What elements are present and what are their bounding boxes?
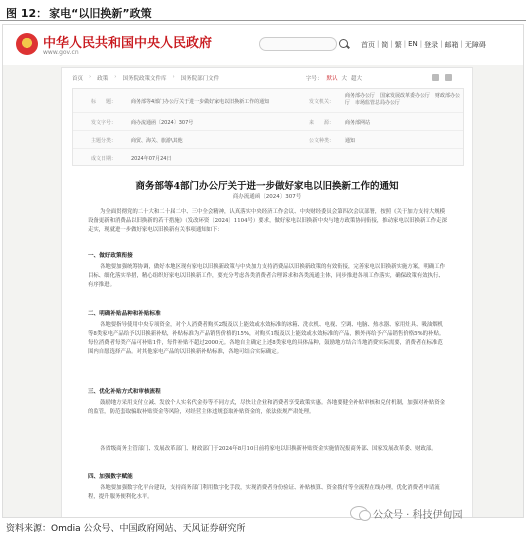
wechat-icon <box>350 506 368 520</box>
breadcrumb-item-dept-files[interactable]: 国务院部门文件 <box>180 76 220 82</box>
font-size-xlarge[interactable]: 超大 <box>350 76 362 82</box>
search-input[interactable] <box>259 37 337 51</box>
section-paragraph: 各省级商务主管部门、发展改革部门、财政部门于2024年8月10日前将家电以旧换新补贴资金实施情况报商务部、国家发展改革委、财政部。 <box>100 446 437 452</box>
screenshot-frame <box>2 24 524 518</box>
nav-traditional-link[interactable]: 繁 <box>394 41 402 49</box>
meta-key: 发文机关： <box>309 99 335 105</box>
font-size-large[interactable]: 大 <box>341 76 347 82</box>
site-domain: www.gov.cn <box>43 49 79 56</box>
nav-mail-link[interactable]: 邮箱 <box>444 41 459 49</box>
nav-login-link[interactable]: 登录 <box>424 41 439 49</box>
document-meta-table <box>72 88 464 166</box>
breadcrumb-item-library[interactable]: 国务院政策文件库 <box>122 76 167 82</box>
meta-value: 商办流通函〔2024〕307号 <box>131 120 194 126</box>
nav-simplified-link[interactable]: 简 <box>381 41 389 49</box>
breadcrumb-item-home[interactable]: 首页 <box>72 76 84 82</box>
print-icon[interactable] <box>432 74 439 81</box>
font-size-control <box>306 74 362 82</box>
section-heading: 二、明确补贴品种和补贴标准 <box>88 311 161 317</box>
meta-value: 通知 <box>345 138 356 144</box>
breadcrumb-item-policy[interactable]: 政策 <box>97 76 109 82</box>
nav-home-link[interactable]: 首页 <box>361 41 375 49</box>
share-tools <box>432 74 452 81</box>
meta-key: 成文日期： <box>91 156 117 162</box>
meta-key: 公文种类： <box>309 138 335 144</box>
section-heading: 一、做好政策衔接 <box>88 253 133 259</box>
figure-label: 图 12： <box>6 7 48 20</box>
meta-row <box>73 149 463 167</box>
font-size-label: 字号： <box>305 76 323 82</box>
watermark-text: 公众号 · 科技伊甸园 <box>373 509 463 521</box>
meta-row <box>73 89 463 113</box>
wechat-watermark <box>350 503 518 523</box>
meta-key: 发文字号： <box>91 120 117 126</box>
breadcrumb: 首页 › 政策 › 国务院政策文件库 › 国务院部门文件 <box>72 74 220 82</box>
meta-row <box>73 131 463 149</box>
meta-key: 来 源： <box>309 120 335 126</box>
search-icon[interactable] <box>339 39 348 48</box>
document-panel <box>61 67 473 518</box>
document-number: 商办流通函〔2024〕307号 <box>232 194 302 200</box>
nav-english-link[interactable]: EN <box>408 40 418 48</box>
site-name[interactable]: 中华人民共和国中央人民政府 <box>43 36 213 51</box>
gov-site-header <box>3 25 524 65</box>
figure-title-rule <box>0 20 526 21</box>
section-heading: 三、优化补贴方式和审核流程 <box>88 389 161 395</box>
font-size-default[interactable]: 默认 <box>326 76 338 82</box>
section-paragraph: 鼓励地方采用支付立减、发放个人实名代金券等不同方式，尽快让企业和消费者享受政策实惠。各地要健全补贴审核和兑付机制，加强对补贴资金的监管，防范套取骗取补贴资金等风险，对经营主体违规套取补贴资金的，依法依规严肃处理。 <box>88 400 446 415</box>
meta-key: 主题分类： <box>91 138 117 144</box>
figure-title <box>6 5 152 21</box>
meta-value: 商务部网站 <box>345 120 371 126</box>
meta-value: 商务部等4部门办公厅关于进一步做好家电以旧换新工作的通知 <box>131 99 270 105</box>
document-title: 商务部等4部门办公厅关于进一步做好家电以旧换新工作的通知 <box>135 181 399 192</box>
meta-value: 商贸、海关、旅游\其他 <box>131 138 183 144</box>
intro-paragraph: 为全面贯彻党的二十大和二十届二中、三中全会精神，认真落实中央经济工作会议、中央财经委员会第四次会议部署，按照《关于加力支持大规模设备更新和消费品以旧换新的若干措施》（发改环资〔2024〕1104号）要求，做好家电以旧换新中央与地方政策协同衔接，推动家电以旧换新工作走深走实，现就进一步做好家电以旧换新有关事项通知如下： <box>88 209 447 233</box>
section-paragraph: 各地要加强统筹协调，做好本地区现有家电以旧换新政策与中央加力支持消费品以旧换新政策的有效衔接，完善家电以旧换新实施方案，明确工作目标、细化落实举措，精心组织好家电以旧换新工作，要充分考虑各类消费者合理诉求和各类流通主体，同步推进各项工作落实，确保政策有效执行、有序推进。 <box>88 264 446 288</box>
meta-value: 2024年07月24日 <box>131 156 172 162</box>
meta-key: 标 题： <box>91 99 117 105</box>
section-heading: 四、加强数字赋能 <box>88 474 133 480</box>
meta-value: 商务部办公厅 国家发展改革委办公厅 财政部办公厅 市场监管总局办公厅 <box>345 93 461 106</box>
nav-accessibility-link[interactable]: 无障碍 <box>464 41 486 49</box>
national-emblem-icon[interactable] <box>16 33 38 55</box>
figure-title-text: 家电“以旧换新”政策 <box>49 7 152 20</box>
meta-row <box>73 113 463 131</box>
share-icon[interactable] <box>445 74 452 81</box>
section-paragraph: 各地要加强数字化平台建设，支持商务部门利用数字化手段，实现消费者身份验证、补贴核算、资金拨付等全流程在线办理，优化消费者申请流程，提升服务便利化水平。 <box>88 485 440 500</box>
figure-source: 资料来源：Omdia 公众号、中国政府网站、天风证券研究所 <box>6 524 246 534</box>
section-paragraph: 各地要指导使用中央专项资金，对个人消费者购买2级及以上能效或水效标准的冰箱、洗衣机、电视、空调、电脑、热水器、家用灶具、吸油烟机等8类家电产品给予以旧换新补贴，补贴标准为产品销售价格的15%，对购买1级及以上能效或水效标准的产品，额外再给予产品销售价格5%的补贴。每位消费者每类产品可补贴1件，每件补贴不超过2000元。各地自主确定上述8类家电的具体品种，鼓励地方结合当地消费实际需要，消费者在标准范围内自愿选择产品。对其他家电产品的以旧换新补贴标准，各地可结合实际确定。 <box>88 322 445 355</box>
top-nav-links: 首页 | 简 | 繁 | EN | 登录 | 邮箱 | 无障碍 <box>361 40 486 49</box>
